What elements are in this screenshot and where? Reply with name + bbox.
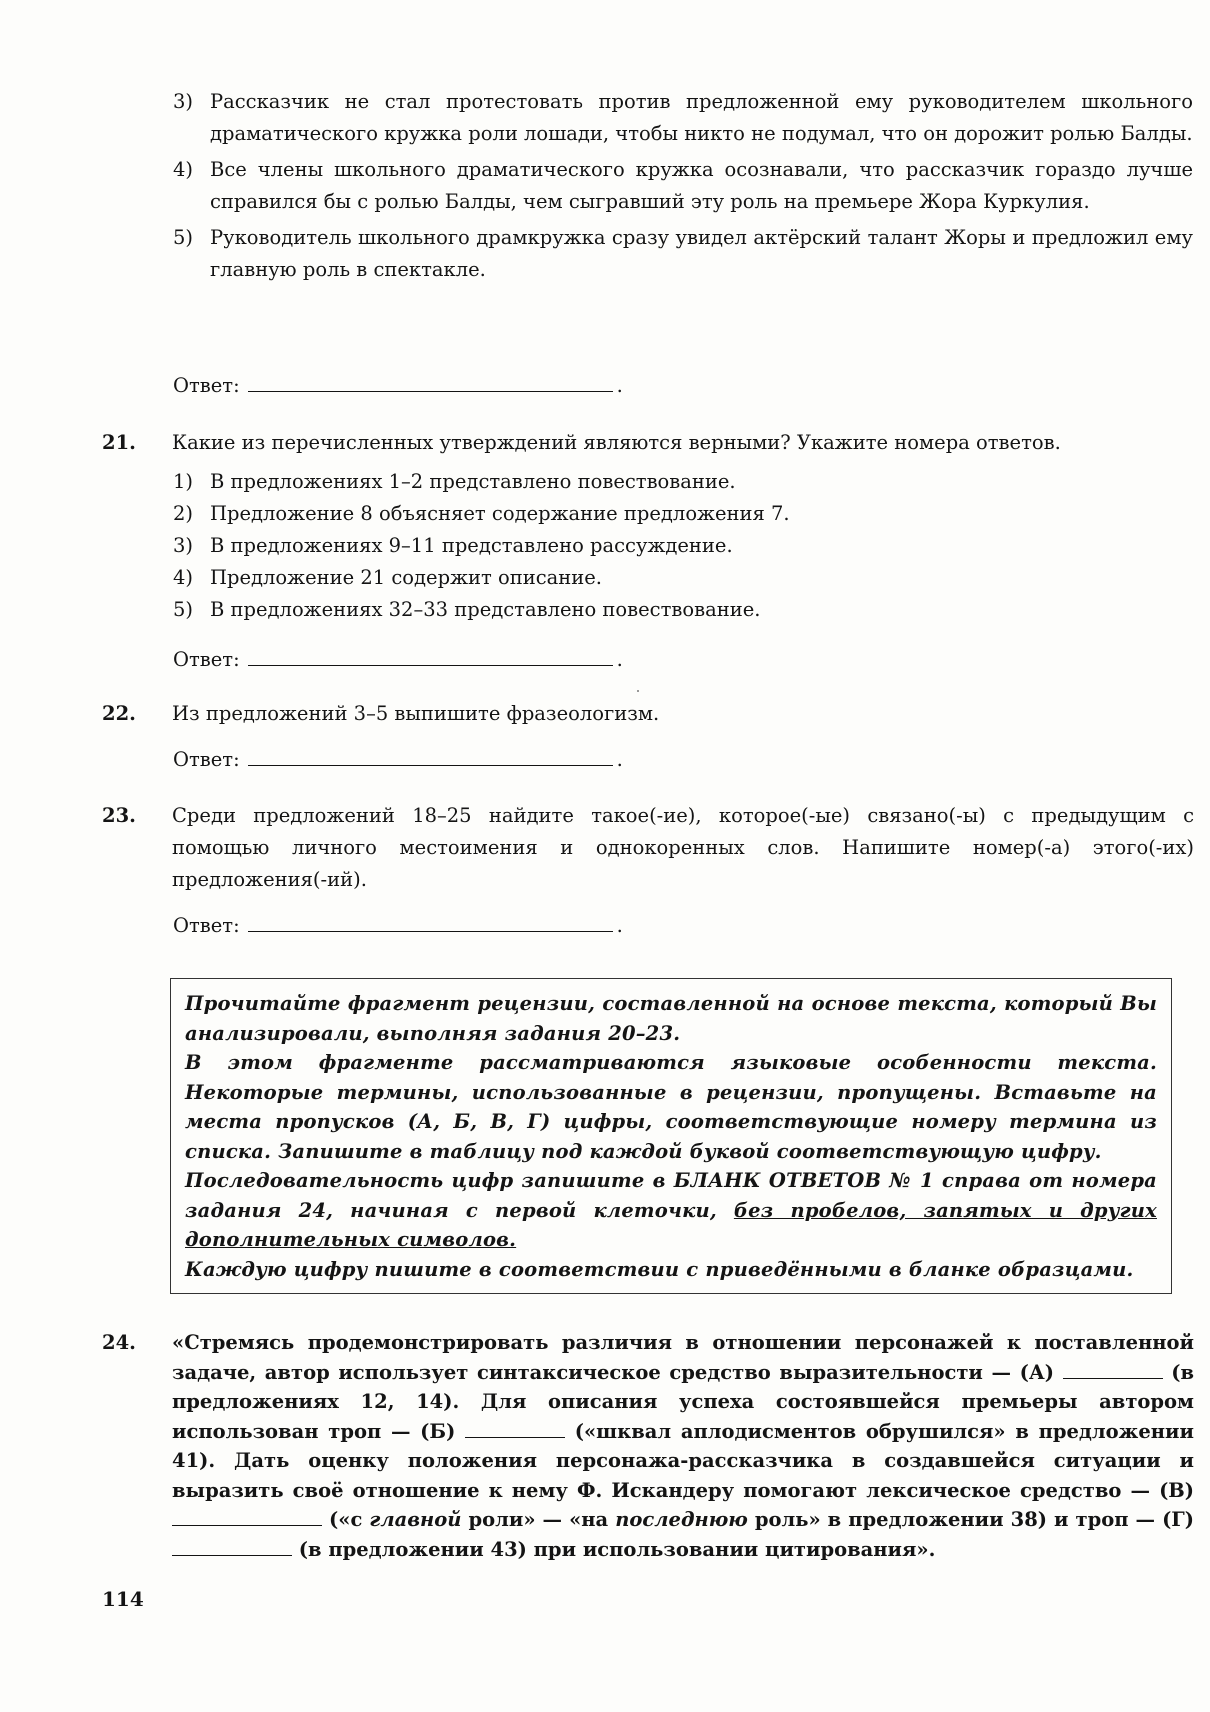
page-number: 114 bbox=[102, 1587, 144, 1611]
scan-speck bbox=[637, 690, 639, 692]
answer-line[interactable] bbox=[248, 645, 613, 666]
instruction-paragraph: В этом фрагменте рассматриваются языковые особенности текста. Некоторые термины, использованные в рецензии, пропущены. Вставьте на места пропусков (А, Б, В, Г) цифры, соответствующие номеру термина из списка. Запишите в таблицу под каждой буквой соответствующую цифру. bbox=[185, 1051, 1157, 1163]
list-item: 3) Рассказчик не стал протестовать против предложенной ему руководителем школьного драматического кружка роли лошади, чтобы никто не подумал, что он дорожит ролью Балды. bbox=[173, 90, 1193, 145]
instruction-paragraph: Каждую цифру пишите в соответствии с приведёнными в бланке образцами. bbox=[185, 1257, 1134, 1281]
blank-g[interactable] bbox=[172, 1537, 292, 1556]
previous-question-options bbox=[173, 86, 1193, 286]
answer-field-21[interactable]: Ответ: . bbox=[173, 644, 623, 676]
question-23: 23. Среди предложений 18–25 найдите такое(-ие), которое(-ые) связано(-ы) с предыдущим с помощью личного местоимения и однокоренных слов. Напишите номер(-а) этого(-их) предложения(-ий). bbox=[102, 804, 1194, 891]
underlined-instruction: без пробелов, запятых и других дополнительных символов. bbox=[185, 1198, 1157, 1251]
instruction-box bbox=[170, 978, 1172, 1294]
answer-line[interactable] bbox=[248, 745, 613, 766]
list-item: 3) В предложениях 9–11 представлено рассуждение. bbox=[173, 534, 733, 557]
instruction-paragraph: Прочитайте фрагмент рецензии, составленной на основе текста, который Вы анализировали, выполняя задания 20–23. bbox=[185, 992, 1157, 1045]
instruction-paragraph: Последовательность цифр запишите в БЛАНК ОТВЕТОВ № 1 справа от номера задания 24, начиная с первой клеточки, без пробелов, запятых и других дополнительных символов. bbox=[185, 1169, 1157, 1251]
answer-field-23[interactable]: Ответ: . bbox=[173, 910, 623, 942]
answer-field-22[interactable]: Ответ: . bbox=[173, 744, 623, 776]
list-item: 2) Предложение 8 объясняет содержание предложения 7. bbox=[173, 502, 790, 525]
question-24: 24. «Стремясь продемонстрировать различия в отношении персонажей к поставленной задаче, автор использует синтаксическое средство выразительности — (А) (в предложениях 12, 14). Для описания успеха состоявшейся премьеры автором использован троп — (Б) («шквал аплодисментов обрушился» в предложении 41). Дать оценку положения персонажа-рассказчика в создавшейся ситуации и выразить своё отношение к нему Ф. Искандеру помогают лексическое средство — (В) («с главной роли» — «на последнюю роль» в предложении 38) и троп — (Г) (в предложении 43) при использовании цитирования». bbox=[102, 1328, 1194, 1564]
list-item: 1) В предложениях 1–2 представлено повествование. bbox=[173, 470, 736, 493]
list-item: 5) Руководитель школьного драмкружка сразу увидел актёрский талант Жоры и предложил ему главную роль в спектакле. bbox=[173, 226, 1193, 281]
answer-line[interactable] bbox=[248, 371, 613, 392]
question-22: 22. Из предложений 3–5 выпишите фразеологизм. bbox=[102, 702, 660, 725]
blank-v[interactable] bbox=[172, 1507, 322, 1526]
question-21-options bbox=[173, 466, 1193, 626]
list-item: 4) Предложение 21 содержит описание. bbox=[173, 566, 603, 589]
answer-field-20[interactable]: Ответ: . bbox=[173, 370, 623, 402]
answer-line[interactable] bbox=[248, 911, 613, 932]
list-item: 4) Все члены школьного драматического кружка осознавали, что рассказчик гораздо лучше справился бы с ролью Балды, чем сыгравший эту роль на премьере Жора Куркулия. bbox=[173, 158, 1193, 213]
blank-a[interactable] bbox=[1063, 1360, 1163, 1379]
question-21: 21. Какие из перечисленных утверждений являются верными? Укажите номера ответов. bbox=[102, 431, 1061, 454]
blank-b[interactable] bbox=[465, 1419, 565, 1438]
list-item: 5) В предложениях 32–33 представлено повествование. bbox=[173, 598, 761, 621]
question-24-text: «Стремясь продемонстрировать различия в отношении персонажей к поставленной задаче, автор использует синтаксическое средство выразительности — (А) (в предложениях 12, 14). Для описания успеха состоявшейся премьеры автором использован троп — (Б) («шквал аплодисментов обрушился» в предложении 41). Дать оценку положения персонажа-рассказчика в создавшейся ситуации и выразить своё отношение к нему Ф. Искандеру помогают лексическое средство — (В) («с главной роли» — «на последнюю роль» в предложении 38) и троп — (Г) (в предложении 43) при использовании цитирования». bbox=[172, 1331, 1194, 1561]
